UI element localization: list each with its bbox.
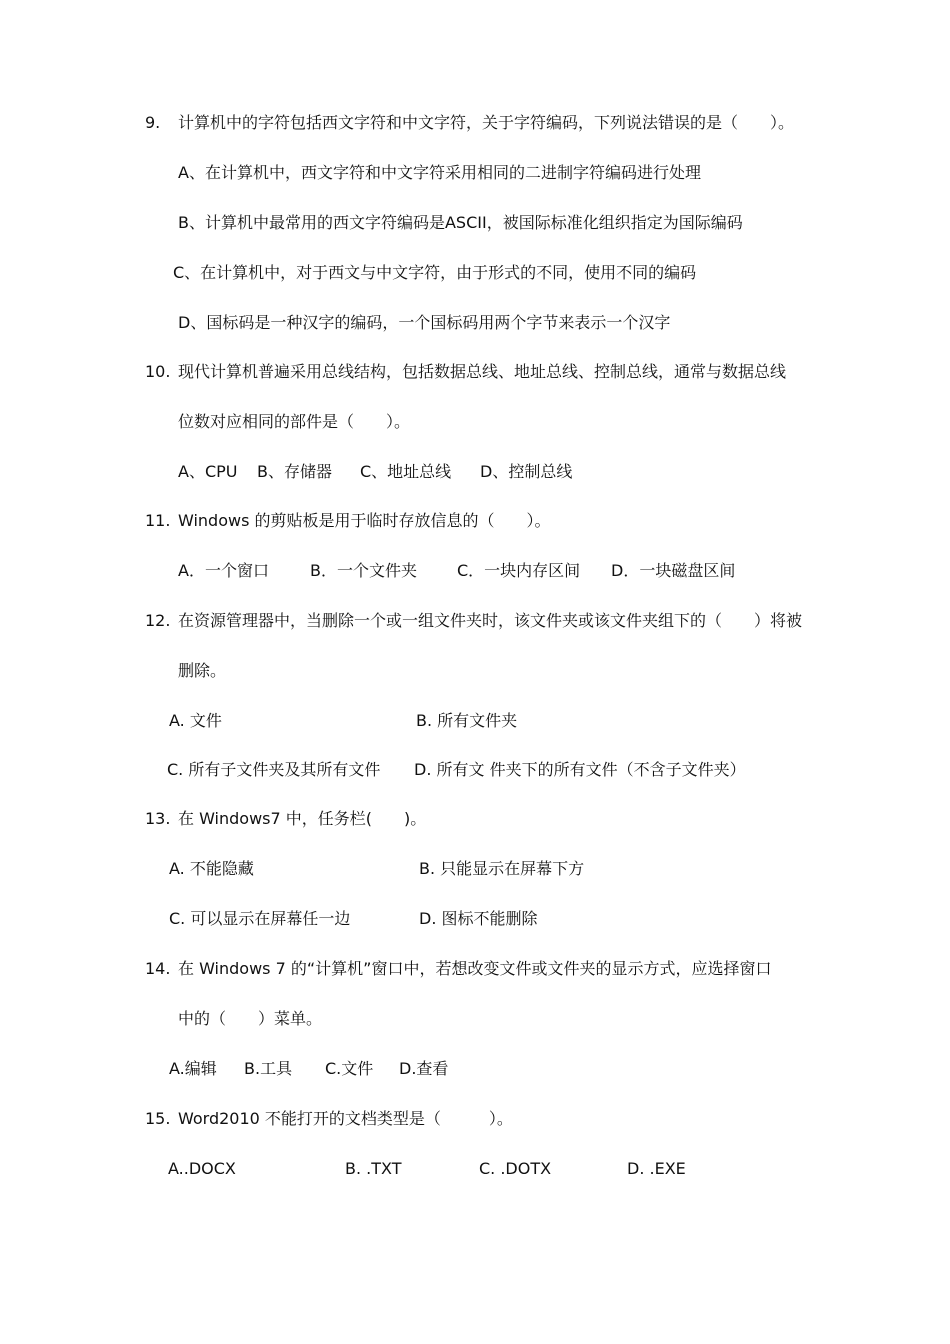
- option-b: B、存储器: [257, 462, 332, 481]
- option-b: B.工具: [244, 1059, 293, 1078]
- option-b: B. 所有文件夹: [416, 711, 518, 730]
- option-d: D．一块磁盘区间: [611, 561, 736, 580]
- question-text-line-2: 删除。: [178, 661, 227, 680]
- options-row: [0, 757, 950, 783]
- option-a: A. 不能隐藏: [169, 859, 254, 878]
- question-text: 在 Windows7 中，任务栏( )。: [178, 809, 427, 828]
- question-number: 14.: [145, 959, 171, 978]
- options-row: [0, 558, 950, 584]
- option-c: C. 可以显示在屏幕任一边: [169, 909, 351, 928]
- option-d: D. 所有文 件夹下的所有文件（不含子文件夹）: [414, 760, 746, 779]
- option-b: B、计算机中最常用的西文字符编码是ASCII，被国际标准化组织指定为国际编码: [178, 213, 743, 232]
- question-text: 计算机中的字符包括西文字符和中文字符，关于字符编码，下列说法错误的是（ ）。: [178, 113, 795, 132]
- option-a: A、CPU: [178, 462, 238, 481]
- option-d: D. .EXE: [627, 1159, 686, 1178]
- option-b: B．一个文件夹: [310, 561, 417, 580]
- question-number: 9.: [145, 113, 161, 132]
- question-text: Word2010 不能打开的文档类型是（ ）。: [178, 1109, 513, 1128]
- options-row: [0, 1056, 950, 1082]
- option-c: C. 所有子文件夹及其所有文件: [167, 760, 381, 779]
- option-d: D.查看: [399, 1059, 449, 1078]
- option-d: D、控制总线: [480, 462, 573, 481]
- option-c: C．一块内存区间: [457, 561, 581, 580]
- question-text-line-2: 位数对应相同的部件是（ ）。: [178, 412, 411, 431]
- option-c: C.文件: [325, 1059, 374, 1078]
- options-row: [0, 856, 950, 882]
- option-a: A、在计算机中，西文字符和中文字符采用相同的二进制字符编码进行处理: [178, 163, 701, 182]
- question-number: 12.: [145, 611, 171, 630]
- question-number: 10.: [145, 362, 171, 381]
- option-c: C、地址总线: [360, 462, 452, 481]
- question-number: 11.: [145, 511, 171, 530]
- question-number: 13.: [145, 809, 171, 828]
- option-d: D、国标码是一种汉字的编码，一个国标码用两个字节来表示一个汉字: [178, 313, 671, 332]
- question-text-line-1: 现代计算机普遍采用总线结构，包括数据总线、地址总线、控制总线，通常与数据总线: [178, 362, 787, 381]
- option-a: A．一个窗口: [178, 561, 269, 580]
- question-text: Windows 的剪贴板是用于临时存放信息的（ ）。: [178, 511, 551, 530]
- options-row: [0, 1156, 950, 1182]
- question-text-line-2: 中的（ ）菜单。: [178, 1009, 323, 1028]
- option-c: C. .DOTX: [479, 1159, 552, 1178]
- option-a: A..DOCX: [168, 1159, 236, 1178]
- options-row: [0, 459, 950, 485]
- option-b: B. .TXT: [345, 1159, 402, 1178]
- options-row: [0, 708, 950, 734]
- question-text-line-1: 在资源管理器中，当删除一个或一组文件夹时，该文件夹或该文件夹组下的（ ）将被: [178, 611, 803, 630]
- option-a: A.编辑: [169, 1059, 217, 1078]
- question-number: 15.: [145, 1109, 171, 1128]
- option-c: C、在计算机中，对于西文与中文字符，由于形式的不同，使用不同的编码: [173, 263, 697, 282]
- option-d: D. 图标不能删除: [419, 909, 538, 928]
- option-a: A. 文件: [169, 711, 222, 730]
- option-b: B. 只能显示在屏幕下方: [419, 859, 585, 878]
- options-row: [0, 906, 950, 932]
- question-text-line-1: 在 Windows 7 的“计算机”窗口中，若想改变文件或文件夹的显示方式，应选择窗口: [178, 959, 772, 978]
